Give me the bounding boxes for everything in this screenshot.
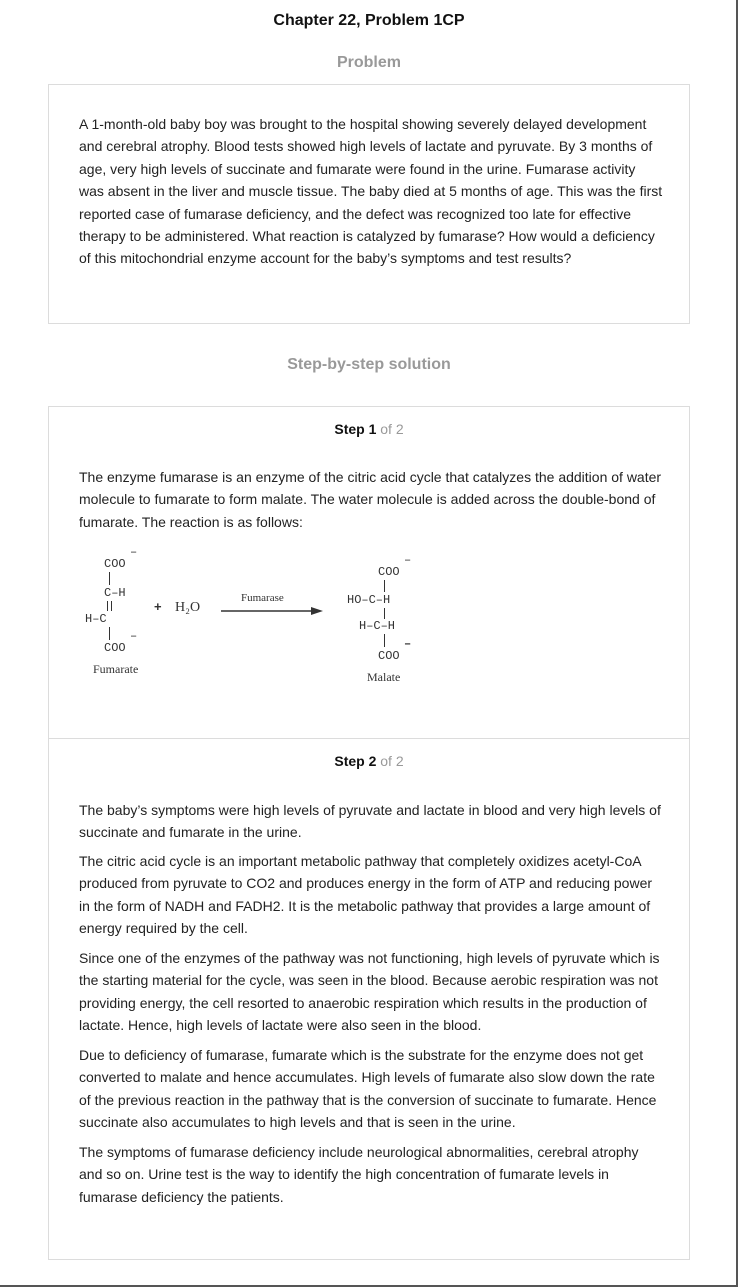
fumarate-charge-bottom: – xyxy=(130,629,138,643)
step-1-header xyxy=(49,421,689,437)
fumarate-hc: H–C xyxy=(85,612,107,626)
step-2-header xyxy=(49,753,689,769)
solution-box xyxy=(48,406,690,1260)
step-divider xyxy=(49,738,689,739)
step-2-paragraph-2: The citric acid cycle is an important metabolic pathway that completely oxidizes acetyl-CoA produced from pyruvate to CO2 and produces energy in the form of ATP and reducing power in the form of NADH and FADH2. It is the metabolic pathway that provides a large amount of energy required by the cell. xyxy=(79,853,653,937)
problem-text: A 1-month-old baby boy was brought to the hospital showing severely delayed development and cerebral atrophy. Blood tests showed high levels of lactate and pyruvate. By 3 months of age, very high levels of succinate and fumarate were found in the urine. Fumarase activity was absent in the liver and muscle tissue. The baby died at 5 months of age. This was the first reported case of fumarase deficiency, and the defect was recognized too late for effective therapy to be administered. What reaction is catalyzed by fumarase? How would a deficiency of this mitochondrial enzyme account for the baby’s symptoms and test results? xyxy=(79,116,663,267)
malate-bond-3 xyxy=(384,634,385,647)
problem-box xyxy=(48,84,690,324)
reaction-arrow xyxy=(221,605,325,617)
step-2-paragraph-4: Due to deficiency of fumarase, fumarate which is the substrate for the enzyme does not get converted to malate and hence accumulates. High levels of fumarate also slow down the rate of the previous reaction in the pathway that is the conversion of succinate to fumarate. Hence succinate also accumulates to high levels and that is seen in the urine. xyxy=(79,1047,657,1131)
fumarate-coo-top: COO xyxy=(104,557,126,571)
fumarate-bond-2 xyxy=(109,627,110,640)
step-2-label: Step 2 xyxy=(334,753,377,769)
malate-coo-top: COO xyxy=(378,565,400,579)
water-formula: H₂O xyxy=(175,600,201,615)
step-1-paragraph: The enzyme fumarase is an enzyme of the citric acid cycle that catalyzes the addition of water molecule to fumarate to form malate. The water molecule is added across the double-bond of fumarate. The reaction is as follows: xyxy=(79,469,662,530)
fumarate-coo-bottom: COO xyxy=(104,641,126,655)
malate-coo-bottom: COO xyxy=(378,649,400,663)
plus-sign: + xyxy=(154,599,162,614)
fumarate-ch: C–H xyxy=(104,586,126,600)
fumarate-label: Fumarate xyxy=(93,662,139,676)
malate-label: Malate xyxy=(367,670,401,684)
malate-charge-top: – xyxy=(404,553,412,567)
fumarate-bond-1 xyxy=(109,572,110,585)
malate-charge-bottom: – xyxy=(404,637,412,651)
page-title: Chapter 22, Problem 1CP xyxy=(273,12,465,29)
step-2-paragraph-1: The baby’s symptoms were high levels of pyruvate and lactate in blood and very high levels of succinate and fumarate in the urine. xyxy=(79,802,661,841)
step-2-paragraph-3: Since one of the enzymes of the pathway was not functioning, high levels of pyruvate which is the starting material for the cycle, was seen in the blood. Because aerobic respiration was not providing energy, the cell resorted to anaerobic respiration which results in the production of lactate. Hence, high levels of lactate were also seen in the blood. xyxy=(79,950,660,1034)
problem-heading: Problem xyxy=(336,54,401,71)
step-1-label: Step 1 xyxy=(334,421,377,437)
step-2-paragraph-5: The symptoms of fumarase deficiency include neurological abnormalities, cerebral atrophy and so on. Urine test is the way to identify the high concentration of fumarate levels in fumarase deficiency the patients. xyxy=(79,1144,639,1205)
enzyme-label: Fumarase xyxy=(241,592,284,604)
solution-heading: Step-by-step solution xyxy=(287,356,451,373)
fumarate-double-bond-a xyxy=(107,601,108,611)
malate-h-c-h: H–C–H xyxy=(359,619,396,633)
malate-bond-1 xyxy=(384,580,385,592)
malate-ho-c-h: HO–C–H xyxy=(347,593,391,607)
step-1-of: of 2 xyxy=(380,421,404,437)
step-2-of: of 2 xyxy=(380,753,404,769)
fumarate-double-bond-b xyxy=(111,601,112,611)
malate-bond-2 xyxy=(384,608,385,619)
fumarate-charge-top: – xyxy=(130,545,138,559)
